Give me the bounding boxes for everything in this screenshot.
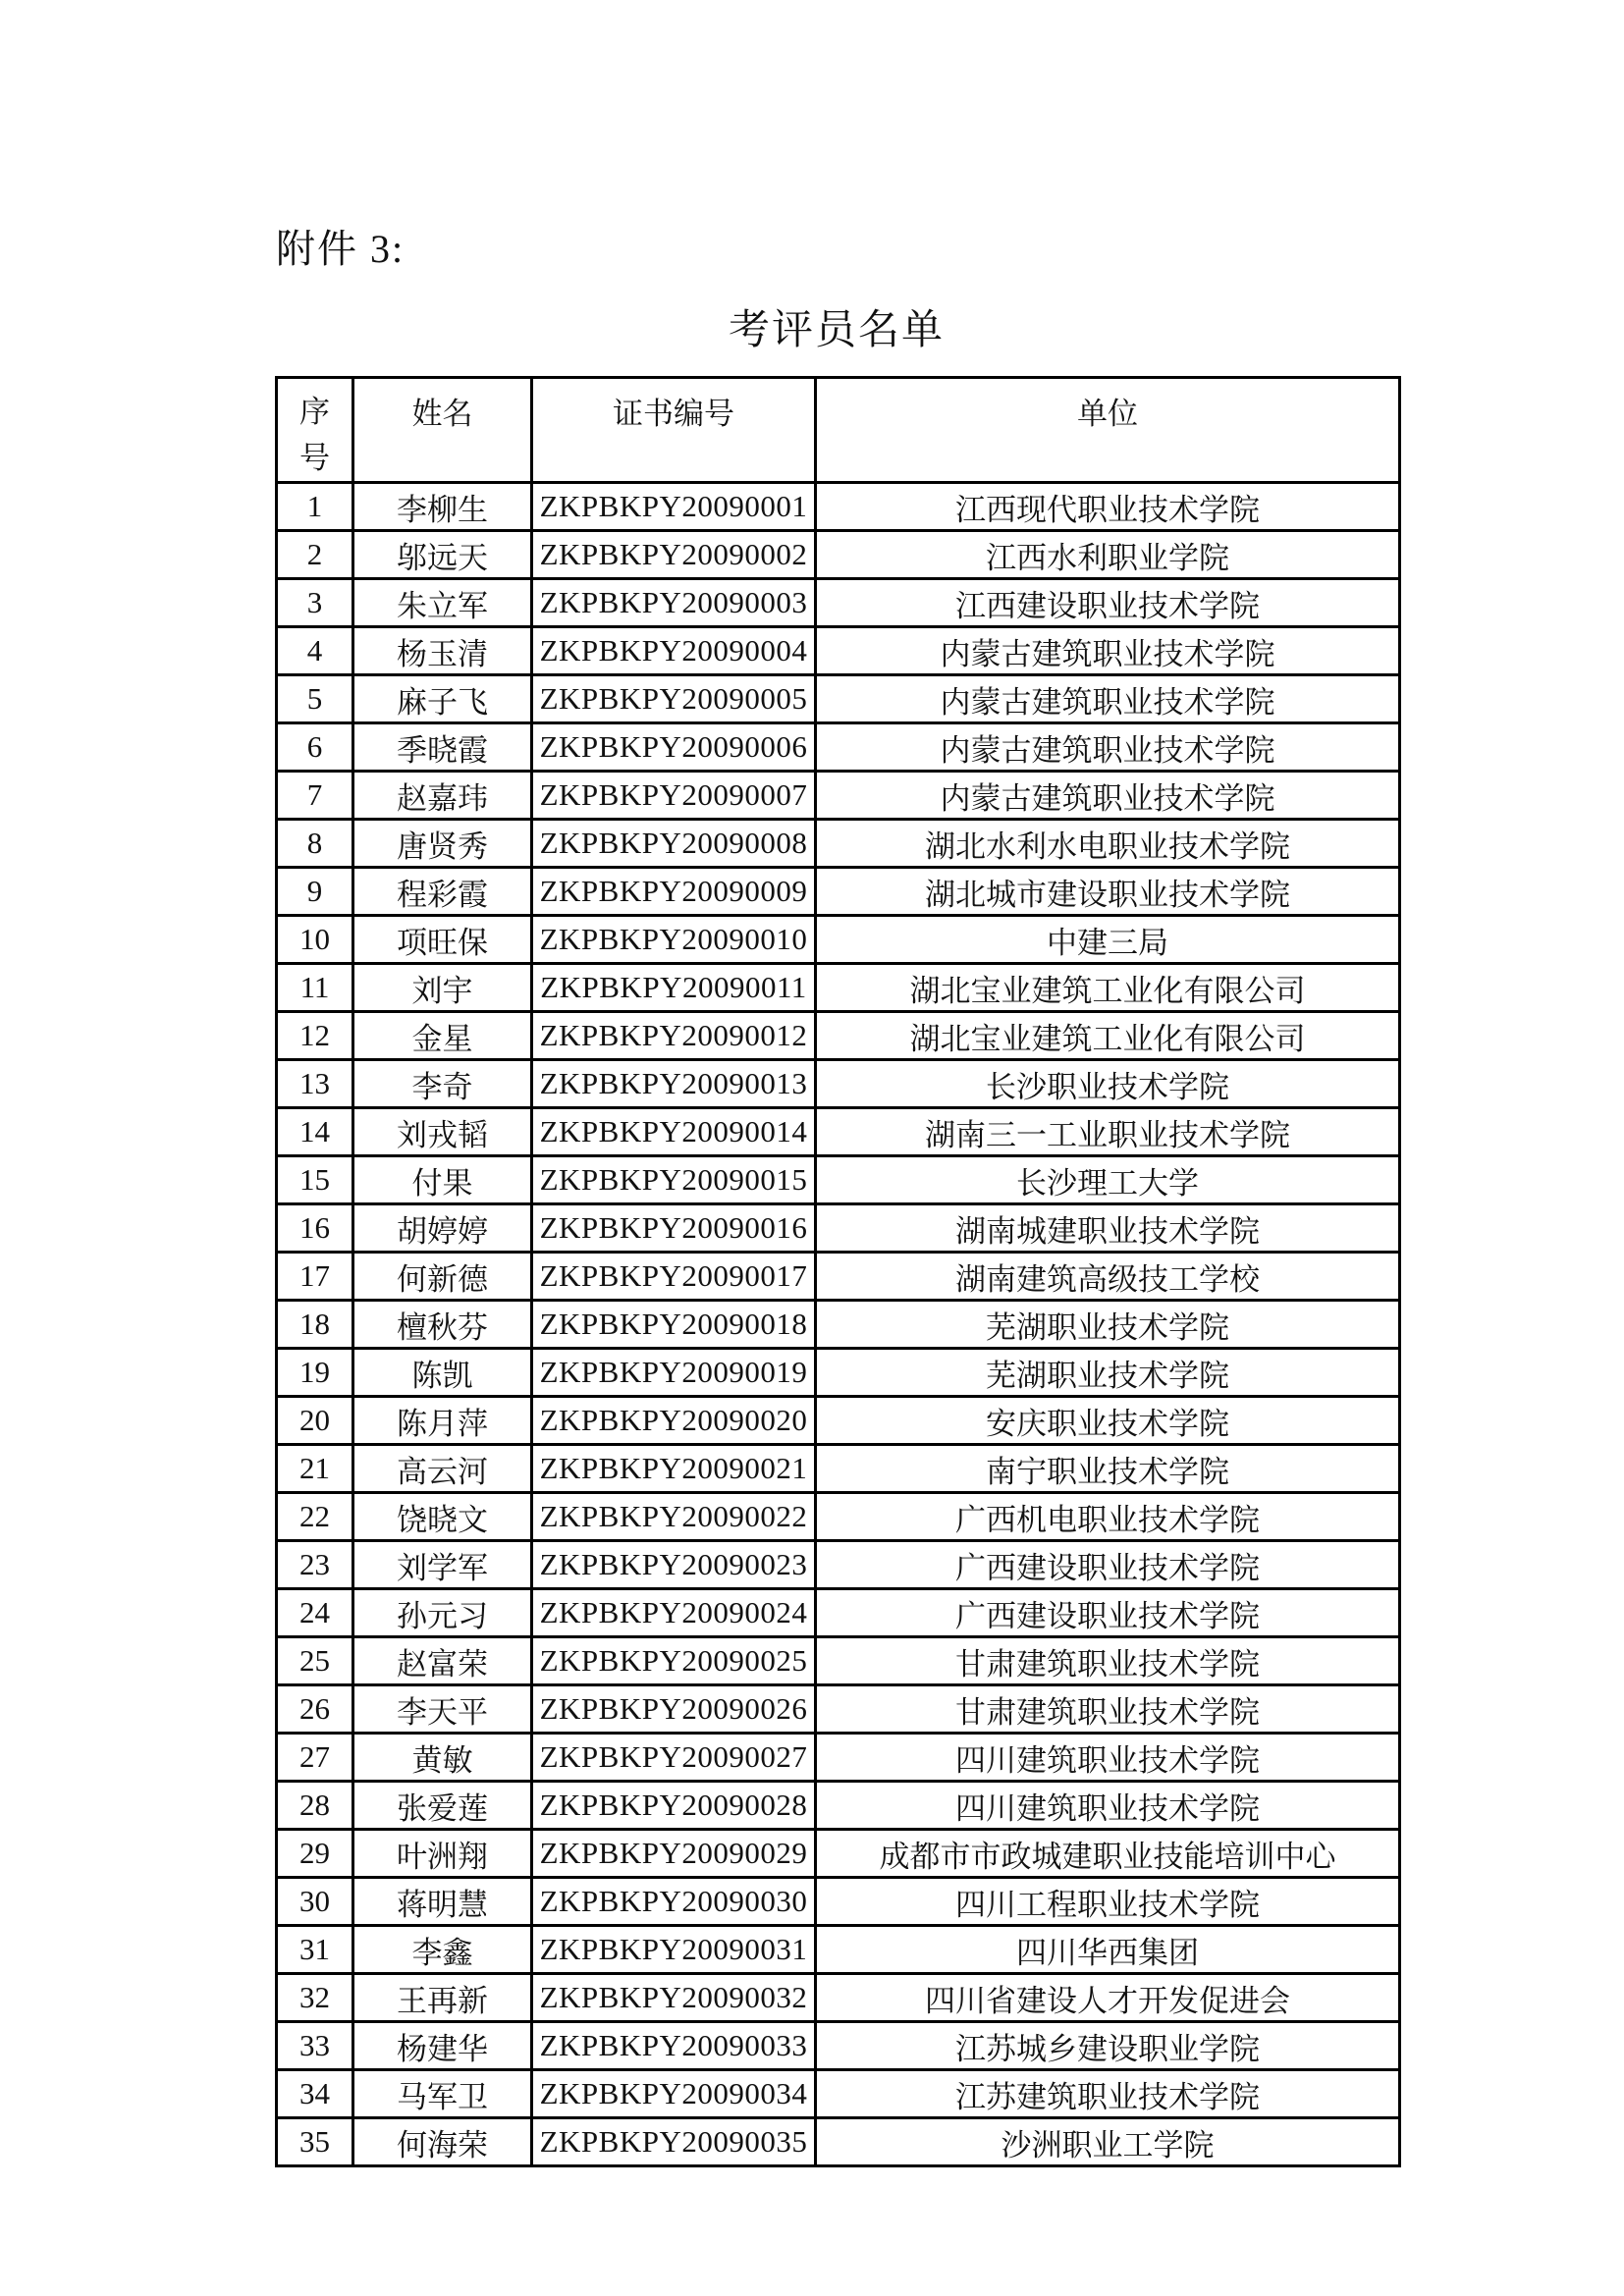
organization-cell: 湖南城建职业技术学院 [816, 1204, 1400, 1253]
table-row [277, 1108, 1400, 1156]
certificate-number-cell: ZKPBKPY20090016 [532, 1204, 816, 1253]
certificate-number-cell: ZKPBKPY20090030 [532, 1878, 816, 1926]
column-header-name: 姓名 [353, 378, 532, 483]
table-row [277, 675, 1400, 723]
certificate-number-cell: ZKPBKPY20090015 [532, 1156, 816, 1204]
certificate-number-cell: ZKPBKPY20090020 [532, 1397, 816, 1445]
row-number-cell: 21 [277, 1445, 353, 1493]
certificate-number-cell: ZKPBKPY20090031 [532, 1926, 816, 1974]
name-cell: 付果 [353, 1156, 532, 1204]
certificate-number-cell: ZKPBKPY20090010 [532, 916, 816, 964]
attachment-label: 附件 3: [276, 227, 406, 271]
organization-cell: 沙洲职业工学院 [816, 2118, 1400, 2166]
organization-cell: 中建三局 [816, 916, 1400, 964]
row-number-cell: 26 [277, 1685, 353, 1734]
table-row [277, 1589, 1400, 1637]
table-row [277, 964, 1400, 1012]
name-cell: 蒋明慧 [353, 1878, 532, 1926]
certificate-number-cell: ZKPBKPY20090013 [532, 1060, 816, 1108]
name-cell: 金星 [353, 1012, 532, 1060]
row-number-cell: 3 [277, 579, 353, 627]
organization-cell: 江西建设职业技术学院 [816, 579, 1400, 627]
table-row [277, 868, 1400, 916]
table-row [277, 1204, 1400, 1253]
row-number-cell: 13 [277, 1060, 353, 1108]
row-number-cell: 27 [277, 1734, 353, 1782]
organization-cell: 广西机电职业技术学院 [816, 1493, 1400, 1541]
name-cell: 叶洲翔 [353, 1830, 532, 1878]
table-body [277, 483, 1400, 2166]
name-cell: 刘宇 [353, 964, 532, 1012]
organization-cell: 内蒙古建筑职业技术学院 [816, 772, 1400, 820]
table-row [277, 2118, 1400, 2166]
table-row [277, 531, 1400, 579]
certificate-number-cell: ZKPBKPY20090033 [532, 2022, 816, 2070]
table-row [277, 2070, 1400, 2118]
table-row [277, 1060, 1400, 1108]
table-row [277, 1349, 1400, 1397]
name-cell: 赵嘉玮 [353, 772, 532, 820]
name-cell: 胡婷婷 [353, 1204, 532, 1253]
organization-cell: 内蒙古建筑职业技术学院 [816, 675, 1400, 723]
name-cell: 孙元习 [353, 1589, 532, 1637]
row-number-cell: 25 [277, 1637, 353, 1685]
organization-cell: 内蒙古建筑职业技术学院 [816, 723, 1400, 772]
name-cell: 刘戎韬 [353, 1108, 532, 1156]
organization-cell: 湖北城市建设职业技术学院 [816, 868, 1400, 916]
table-row [277, 579, 1400, 627]
name-cell: 麻子飞 [353, 675, 532, 723]
row-number-cell: 6 [277, 723, 353, 772]
certificate-number-cell: ZKPBKPY20090029 [532, 1830, 816, 1878]
row-number-cell: 18 [277, 1301, 353, 1349]
row-number-cell: 22 [277, 1493, 353, 1541]
organization-cell: 芜湖职业技术学院 [816, 1301, 1400, 1349]
certificate-number-cell: ZKPBKPY20090007 [532, 772, 816, 820]
certificate-number-cell: ZKPBKPY20090023 [532, 1541, 816, 1589]
certificate-number-cell: ZKPBKPY20090004 [532, 627, 816, 675]
table-row [277, 1397, 1400, 1445]
name-cell: 杨建华 [353, 2022, 532, 2070]
name-cell: 李柳生 [353, 483, 532, 531]
name-cell: 陈凯 [353, 1349, 532, 1397]
certificate-number-cell: ZKPBKPY20090022 [532, 1493, 816, 1541]
certificate-number-cell: ZKPBKPY20090008 [532, 820, 816, 868]
certificate-number-cell: ZKPBKPY20090006 [532, 723, 816, 772]
row-number-cell: 12 [277, 1012, 353, 1060]
name-cell: 程彩霞 [353, 868, 532, 916]
certificate-number-cell: ZKPBKPY20090001 [532, 483, 816, 531]
name-cell: 陈月萍 [353, 1397, 532, 1445]
row-number-cell: 35 [277, 2118, 353, 2166]
name-cell: 邬远天 [353, 531, 532, 579]
organization-cell: 湖南建筑高级技工学校 [816, 1253, 1400, 1301]
certificate-number-cell: ZKPBKPY20090025 [532, 1637, 816, 1685]
organization-cell: 内蒙古建筑职业技术学院 [816, 627, 1400, 675]
organization-cell: 成都市市政城建职业技能培训中心 [816, 1830, 1400, 1878]
row-number-cell: 34 [277, 2070, 353, 2118]
name-cell: 李奇 [353, 1060, 532, 1108]
table-row [277, 820, 1400, 868]
name-cell: 黄敏 [353, 1734, 532, 1782]
organization-cell: 南宁职业技术学院 [816, 1445, 1400, 1493]
row-number-cell: 30 [277, 1878, 353, 1926]
row-number-cell: 19 [277, 1349, 353, 1397]
certificate-number-cell: ZKPBKPY20090032 [532, 1974, 816, 2022]
row-number-cell: 32 [277, 1974, 353, 2022]
organization-cell: 甘肃建筑职业技术学院 [816, 1637, 1400, 1685]
certificate-number-cell: ZKPBKPY20090034 [532, 2070, 816, 2118]
name-cell: 檀秋芬 [353, 1301, 532, 1349]
row-number-cell: 16 [277, 1204, 353, 1253]
table-row [277, 627, 1400, 675]
name-cell: 王再新 [353, 1974, 532, 2022]
name-cell: 赵富荣 [353, 1637, 532, 1685]
column-header-number [277, 378, 353, 483]
row-number-cell: 29 [277, 1830, 353, 1878]
organization-cell: 湖南三一工业职业技术学院 [816, 1108, 1400, 1156]
name-cell: 何海荣 [353, 2118, 532, 2166]
row-number-cell: 10 [277, 916, 353, 964]
table-row [277, 1926, 1400, 1974]
table-row [277, 1878, 1400, 1926]
table-row [277, 723, 1400, 772]
assessor-table [275, 376, 1401, 2167]
name-cell: 饶晓文 [353, 1493, 532, 1541]
name-cell: 高云河 [353, 1445, 532, 1493]
organization-cell: 湖北宝业建筑工业化有限公司 [816, 964, 1400, 1012]
name-cell: 张爱莲 [353, 1782, 532, 1830]
page-title: 考评员名单 [728, 308, 945, 353]
organization-cell: 甘肃建筑职业技术学院 [816, 1685, 1400, 1734]
name-cell: 朱立军 [353, 579, 532, 627]
table-row [277, 1156, 1400, 1204]
organization-cell: 江苏城乡建设职业学院 [816, 2022, 1400, 2070]
certificate-number-cell: ZKPBKPY20090027 [532, 1734, 816, 1782]
organization-cell: 安庆职业技术学院 [816, 1397, 1400, 1445]
row-number-cell: 24 [277, 1589, 353, 1637]
table-row [277, 916, 1400, 964]
row-number-cell: 17 [277, 1253, 353, 1301]
certificate-number-cell: ZKPBKPY20090017 [532, 1253, 816, 1301]
table-row [277, 772, 1400, 820]
row-number-cell: 31 [277, 1926, 353, 1974]
row-number-cell: 20 [277, 1397, 353, 1445]
row-number-cell: 2 [277, 531, 353, 579]
row-number-cell: 11 [277, 964, 353, 1012]
table-row [277, 483, 1400, 531]
certificate-number-cell: ZKPBKPY20090021 [532, 1445, 816, 1493]
certificate-number-cell: ZKPBKPY20090014 [532, 1108, 816, 1156]
name-cell: 马军卫 [353, 2070, 532, 2118]
row-number-cell: 4 [277, 627, 353, 675]
column-header-number-label: 序号 [299, 395, 330, 475]
certificate-number-cell: ZKPBKPY20090009 [532, 868, 816, 916]
certificate-number-cell: ZKPBKPY20090012 [532, 1012, 816, 1060]
certificate-number-cell: ZKPBKPY20090019 [532, 1349, 816, 1397]
row-number-cell: 28 [277, 1782, 353, 1830]
table-row [277, 1012, 1400, 1060]
certificate-number-cell: ZKPBKPY20090011 [532, 964, 816, 1012]
table-row [277, 2022, 1400, 2070]
organization-cell: 广西建设职业技术学院 [816, 1541, 1400, 1589]
name-cell: 李鑫 [353, 1926, 532, 1974]
certificate-number-cell: ZKPBKPY20090028 [532, 1782, 816, 1830]
table-row [277, 1830, 1400, 1878]
organization-cell: 长沙职业技术学院 [816, 1060, 1400, 1108]
organization-cell: 江西水利职业学院 [816, 531, 1400, 579]
table-row [277, 1734, 1400, 1782]
certificate-number-cell: ZKPBKPY20090024 [532, 1589, 816, 1637]
certificate-number-cell: ZKPBKPY20090003 [532, 579, 816, 627]
table-row [277, 1685, 1400, 1734]
table-row [277, 1253, 1400, 1301]
organization-cell: 四川省建设人才开发促进会 [816, 1974, 1400, 2022]
organization-cell: 江西现代职业技术学院 [816, 483, 1400, 531]
certificate-number-cell: ZKPBKPY20090026 [532, 1685, 816, 1734]
row-number-cell: 8 [277, 820, 353, 868]
organization-cell: 四川建筑职业技术学院 [816, 1782, 1400, 1830]
organization-cell: 芜湖职业技术学院 [816, 1349, 1400, 1397]
row-number-cell: 5 [277, 675, 353, 723]
name-cell: 项旺保 [353, 916, 532, 964]
row-number-cell: 15 [277, 1156, 353, 1204]
column-header-certificate: 证书编号 [532, 378, 816, 483]
organization-cell: 湖北水利水电职业技术学院 [816, 820, 1400, 868]
name-cell: 何新德 [353, 1253, 532, 1301]
name-cell: 季晓霞 [353, 723, 532, 772]
row-number-cell: 33 [277, 2022, 353, 2070]
row-number-cell: 14 [277, 1108, 353, 1156]
row-number-cell: 1 [277, 483, 353, 531]
table-header-row [277, 378, 1400, 483]
table-row [277, 1974, 1400, 2022]
row-number-cell: 7 [277, 772, 353, 820]
organization-cell: 四川华西集团 [816, 1926, 1400, 1974]
table-row [277, 1637, 1400, 1685]
certificate-number-cell: ZKPBKPY20090002 [532, 531, 816, 579]
organization-cell: 长沙理工大学 [816, 1156, 1400, 1204]
name-cell: 杨玉清 [353, 627, 532, 675]
row-number-cell: 23 [277, 1541, 353, 1589]
certificate-number-cell: ZKPBKPY20090005 [532, 675, 816, 723]
table-row [277, 1782, 1400, 1830]
certificate-number-cell: ZKPBKPY20090035 [532, 2118, 816, 2166]
name-cell: 唐贤秀 [353, 820, 532, 868]
column-header-organization: 单位 [816, 378, 1400, 483]
organization-cell: 四川工程职业技术学院 [816, 1878, 1400, 1926]
table-row [277, 1493, 1400, 1541]
name-cell: 李天平 [353, 1685, 532, 1734]
organization-cell: 湖北宝业建筑工业化有限公司 [816, 1012, 1400, 1060]
table-row [277, 1541, 1400, 1589]
name-cell: 刘学军 [353, 1541, 532, 1589]
table-row [277, 1301, 1400, 1349]
organization-cell: 江苏建筑职业技术学院 [816, 2070, 1400, 2118]
table-row [277, 1445, 1400, 1493]
organization-cell: 广西建设职业技术学院 [816, 1589, 1400, 1637]
row-number-cell: 9 [277, 868, 353, 916]
organization-cell: 四川建筑职业技术学院 [816, 1734, 1400, 1782]
certificate-number-cell: ZKPBKPY20090018 [532, 1301, 816, 1349]
